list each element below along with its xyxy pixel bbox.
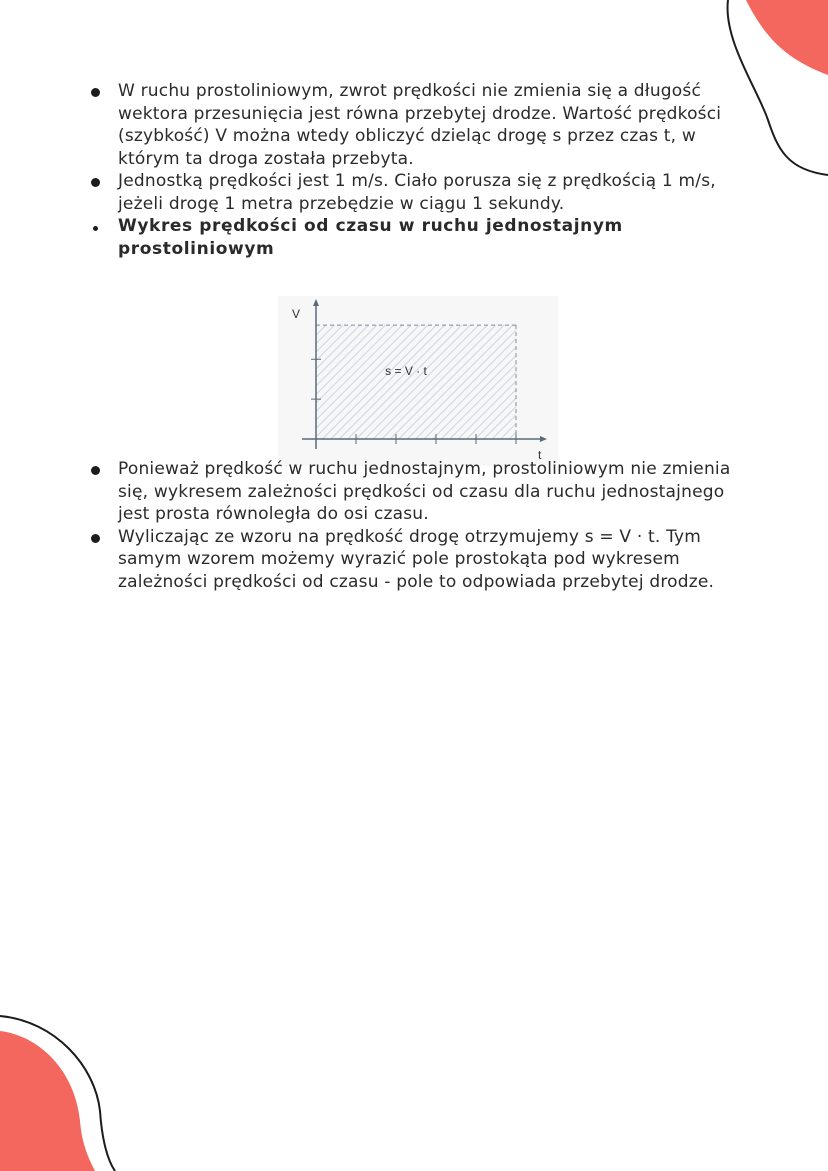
note-item: Ponieważ prędkość w ruchu jednostajnym, prostoliniowym nie zmienia się, wykresem zależności prędkości od czasu dla ruchu jednostajnego jest prosta równoległa do osi czasu. <box>88 458 758 526</box>
corner-decoration-bottom-left <box>0 1011 130 1171</box>
note-item: W ruchu prostoliniowym, zwrot prędkości nie zmienia się a długość wektora przesunięcia jest równa przebytej drodze. Wartość prędkości (szybkość) V można wtedy obliczyć dzieląc drogę s przez czas t, w którym ta droga została przebyta. <box>88 80 758 170</box>
velocity-time-chart <box>278 296 558 466</box>
note-item-heading: Wykres prędkości od czasu w ruchu jednostajnym prostoliniowym <box>88 215 758 260</box>
area-under-graph <box>316 325 516 439</box>
notes-list-bottom <box>88 458 758 593</box>
x-axis-label: t <box>538 448 542 462</box>
corner-blob <box>0 1031 95 1171</box>
y-axis-label: V <box>292 307 301 321</box>
corner-blob <box>746 0 828 75</box>
area-formula-label: s = V · t <box>385 364 427 379</box>
notes-list-top <box>88 80 758 260</box>
note-item: Wyliczając ze wzoru na prędkość drogę otrzymujemy s = V · t. Tym samym wzorem możemy wyrazić pole prostokąta pod wykresem zależności prędkości od czasu - pole to odpowiada przebytej drodze. <box>88 526 758 594</box>
note-item: Jednostką prędkości jest 1 m/s. Ciało porusza się z prędkością 1 m/s, jeżeli drogę 1 metra przebędzie w ciągu 1 sekundy. <box>88 170 758 215</box>
